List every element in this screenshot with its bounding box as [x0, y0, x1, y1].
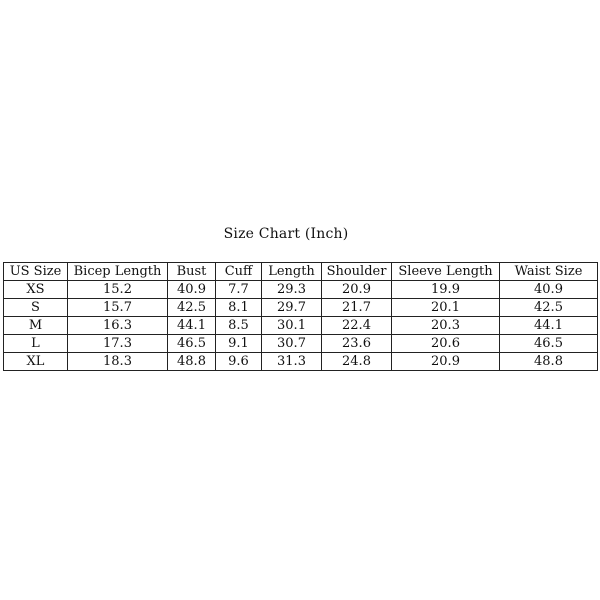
cell-waist-size: 40.9 — [500, 281, 598, 299]
cell-length: 30.7 — [262, 335, 322, 353]
cell-bust: 46.5 — [168, 335, 216, 353]
header-us-size: US Size — [4, 263, 68, 281]
table-row — [4, 299, 598, 317]
cell-length: 29.3 — [262, 281, 322, 299]
header-row — [4, 263, 598, 281]
cell-length: 30.1 — [262, 317, 322, 335]
cell-sleeve-length: 20.6 — [392, 335, 500, 353]
cell-cuff: 9.1 — [216, 335, 262, 353]
table-row — [4, 335, 598, 353]
header-shoulder: Shoulder — [322, 263, 392, 281]
table-row — [4, 353, 598, 371]
header-bicep-length: Bicep Length — [68, 263, 168, 281]
cell-length: 29.7 — [262, 299, 322, 317]
header-sleeve-length: Sleeve Length — [392, 263, 500, 281]
cell-bicep-length: 16.3 — [68, 317, 168, 335]
cell-cuff: 7.7 — [216, 281, 262, 299]
cell-bust: 42.5 — [168, 299, 216, 317]
header-bust: Bust — [168, 263, 216, 281]
cell-waist-size: 48.8 — [500, 353, 598, 371]
cell-cuff: 8.5 — [216, 317, 262, 335]
cell-size: XS — [4, 281, 68, 299]
cell-size: XL — [4, 353, 68, 371]
cell-length: 31.3 — [262, 353, 322, 371]
cell-bust: 44.1 — [168, 317, 216, 335]
cell-shoulder: 23.6 — [322, 335, 392, 353]
cell-waist-size: 42.5 — [500, 299, 598, 317]
cell-sleeve-length: 20.9 — [392, 353, 500, 371]
cell-sleeve-length: 19.9 — [392, 281, 500, 299]
size-chart-table — [3, 262, 598, 371]
cell-size: L — [4, 335, 68, 353]
cell-bicep-length: 15.2 — [68, 281, 168, 299]
cell-bust: 48.8 — [168, 353, 216, 371]
cell-waist-size: 46.5 — [500, 335, 598, 353]
cell-bicep-length: 18.3 — [68, 353, 168, 371]
table-row — [4, 281, 598, 299]
cell-bicep-length: 17.3 — [68, 335, 168, 353]
cell-bicep-length: 15.7 — [68, 299, 168, 317]
cell-shoulder: 20.9 — [322, 281, 392, 299]
cell-bust: 40.9 — [168, 281, 216, 299]
cell-waist-size: 44.1 — [500, 317, 598, 335]
cell-shoulder: 24.8 — [322, 353, 392, 371]
cell-sleeve-length: 20.1 — [392, 299, 500, 317]
cell-sleeve-length: 20.3 — [392, 317, 500, 335]
cell-cuff: 9.6 — [216, 353, 262, 371]
cell-shoulder: 22.4 — [322, 317, 392, 335]
cell-cuff: 8.1 — [216, 299, 262, 317]
cell-size: S — [4, 299, 68, 317]
size-chart-title: Size Chart (Inch) — [223, 226, 349, 242]
header-waist-size: Waist Size — [500, 263, 598, 281]
table-row — [4, 317, 598, 335]
header-cuff: Cuff — [216, 263, 262, 281]
header-length: Length — [262, 263, 322, 281]
cell-shoulder: 21.7 — [322, 299, 392, 317]
cell-size: M — [4, 317, 68, 335]
